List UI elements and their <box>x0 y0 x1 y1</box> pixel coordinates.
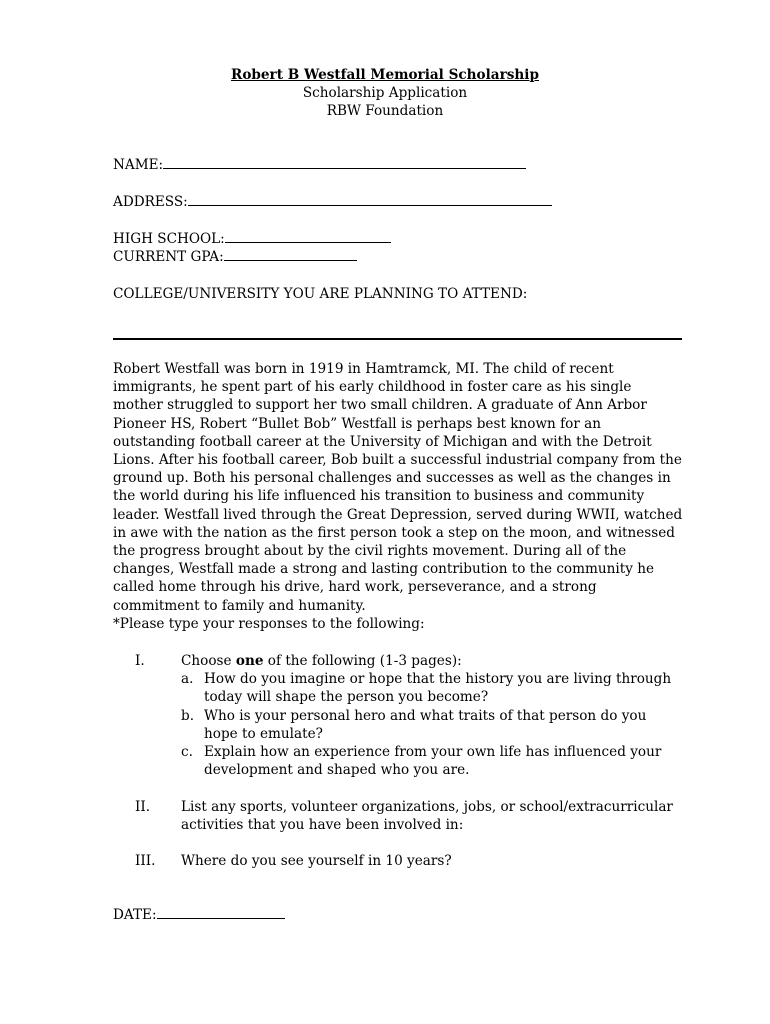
option-letter: a. <box>181 671 194 688</box>
question-text: Where do you see yourself in 10 years? <box>181 853 452 869</box>
college-label: COLLEGE/UNIVERSITY YOU ARE PLANNING TO ATTEND: <box>113 286 528 302</box>
gpa-label: CURRENT GPA: <box>113 249 224 265</box>
question-number: II. <box>135 799 151 815</box>
name-blank-line[interactable] <box>163 156 526 169</box>
question-number: I. <box>135 653 145 669</box>
gpa-field <box>113 248 357 266</box>
prompt-pre: Choose <box>181 653 236 669</box>
date-field <box>113 906 285 924</box>
option-text: Explain how an experience from your own life has influenced your development and shaped who you are. <box>204 744 662 779</box>
organization-name: RBW Foundation <box>326 103 444 119</box>
option-letter: c. <box>181 744 193 761</box>
option-letter: b. <box>181 707 195 724</box>
address-label: ADDRESS: <box>113 194 188 210</box>
instructions-text: *Please type your responses to the following: <box>113 616 425 632</box>
prompt-post: of the following (1-3 pages): <box>263 653 462 669</box>
address-blank-line[interactable] <box>188 193 552 206</box>
document-subtitle: Scholarship Application <box>302 85 468 101</box>
name-label: NAME: <box>113 157 164 173</box>
question-text <box>181 652 681 779</box>
address-field <box>113 193 552 211</box>
high-school-field <box>113 230 391 248</box>
date-label: DATE: <box>113 907 157 923</box>
prompt-emphasis: one <box>235 653 264 669</box>
college-field <box>113 285 527 303</box>
question-number: III. <box>135 853 156 869</box>
date-blank-line[interactable] <box>157 906 285 919</box>
option-text: How do you imagine or hope that the history you are living through today will shape the person you become? <box>204 671 672 706</box>
college-answer-line[interactable] <box>113 338 682 340</box>
high-school-blank-line[interactable] <box>225 230 391 243</box>
name-field <box>113 156 526 174</box>
option-a <box>181 670 681 706</box>
document-title: Robert B Westfall Memorial Scholarship <box>231 67 539 83</box>
option-text: Who is your personal hero and what traits of that person do you hope to emulate? <box>204 707 647 742</box>
option-b <box>181 707 681 743</box>
question-1-prompt <box>181 652 681 670</box>
option-c <box>181 743 681 779</box>
document-header <box>0 66 770 120</box>
biography-paragraph: Robert Westfall was born in 1919 in Hamtramck, MI. The child of recent immigrants, he spent part of his early childhood in foster care as his single mother struggled to support her two small children. A graduate of Ann Arbor Pioneer HS, Robert “Bullet Bob” Westfall is perhaps best known for an outstanding football career at the University of Michigan and with the Detroit Lions. After his football career, Bob built a successful industrial company from the ground up. Both his personal challenges and successes as well as the changes in the world during his life influenced his transition to business and community leader. Westfall lived through the Great Depression, served during WWII, watched in awe with the nation as the first person took a step on the moon, and witnessed the progress brought about by the civil rights movement. During all of the changes, Westfall made a strong and lasting contribution to the community he called home through his drive, hard work, perseverance, and a strong commitment to family and humanity. <box>113 361 683 614</box>
gpa-blank-line[interactable] <box>224 248 357 261</box>
question-text: List any sports, volunteer organizations, jobs, or school/extracurricular activities that you have been involved in: <box>181 799 673 834</box>
high-school-label: HIGH SCHOOL: <box>113 231 225 247</box>
